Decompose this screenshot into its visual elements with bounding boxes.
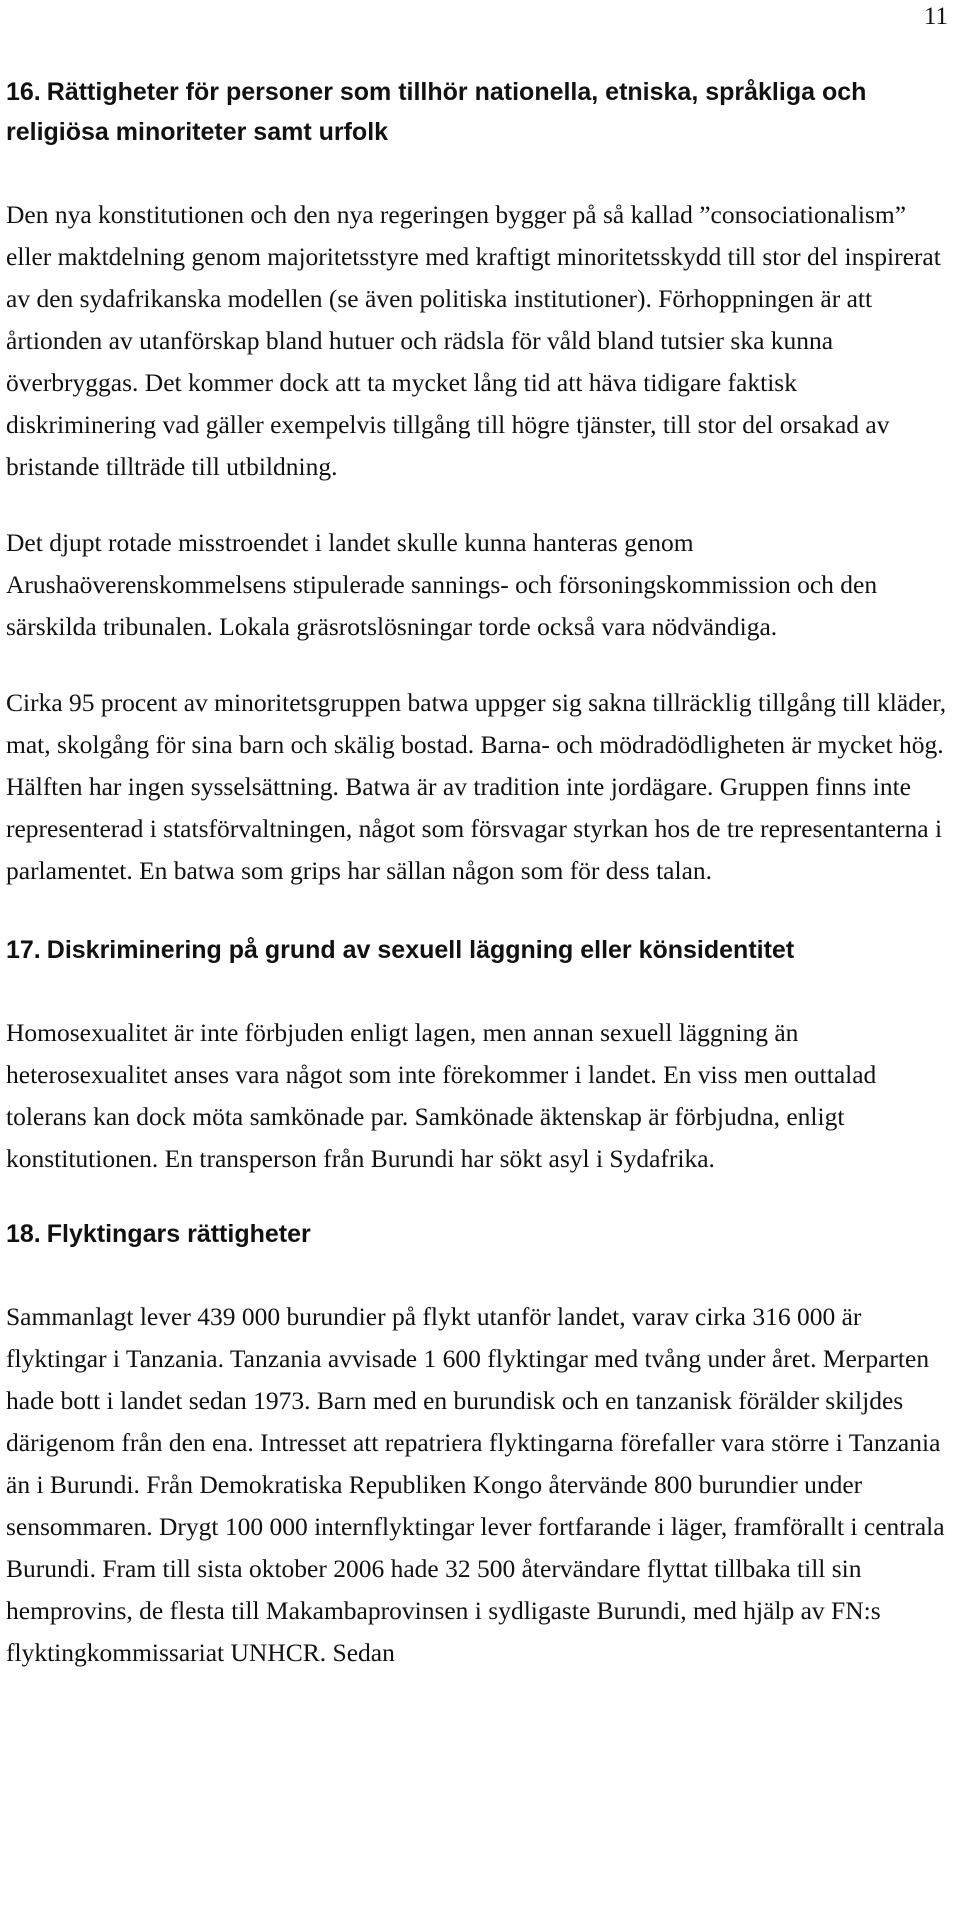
paragraph: Homosexualitet är inte förbjuden enligt lagen, men annan sexuell läggning än heterosexualitet anses vara något som inte förekommer i landet. En viss men outtalad tolerans kan dock möta samkönade par. Samkönade äktenskap är förbjudna, enligt konstitutionen. En transperson från Burundi har sökt asyl i Sydafrika.: [6, 1018, 877, 1173]
section-18: [6, 1214, 951, 1674]
section-title: Flyktingars rättigheter: [46, 1220, 311, 1248]
section-heading: [6, 1214, 951, 1254]
page-number: 11: [923, 3, 948, 30]
paragraph: Cirka 95 procent av minoritetsgruppen batwa uppger sig sakna tillräcklig tillgång till kläder, mat, skolgång för sina barn och skälig bostad. Barna- och mödradödligheten är mycket hög. Hälften har ingen sysselsättning. Batwa är av tradition inte jordägare. Gruppen finns inte representerad i statsförvaltningen, något som försvagar styrkan hos de tre representanterna i parlamentet. En batwa som grips har sällan någon som för dess talan.: [6, 688, 947, 885]
document-body: [6, 72, 951, 1674]
section-17: [6, 930, 951, 1214]
section-title: Diskriminering på grund av sexuell läggning eller könsidentitet: [46, 936, 795, 964]
section-number: 17.: [6, 936, 41, 964]
paragraph: Sammanlagt lever 439 000 burundier på flykt utanför landet, varav cirka 316 000 är flyktingar i Tanzania. Tanzania avvisade 1 600 flyktingar med tvång under året. Merparten hade bott i landet sedan 1973. Barn med en burundisk och en tanzanisk förälder skiljdes därigenom från den ena. Intresset att repatriera flyktingarna förefaller vara större i Tanzania än i Burundi. Från Demokratiska Republiken Kongo återvände 800 burundier under sensommaren. Drygt 100 000 internflyktingar lever fortfarande i läger, framförallt i centrala Burundi. Fram till sista oktober 2006 hade 32 500 återvändare flyttat tillbaka till sin hemprovins, de flesta till Makambaprovinsen i sydligaste Burundi, med hjälp av FN:s flyktingkommissariat UNHCR. Sedan: [6, 1302, 945, 1667]
section-heading: [6, 930, 951, 970]
section-16: [6, 72, 951, 926]
section-title: Rättigheter för personer som tillhör nationella, etniska, språkliga och religiösa minoriteter samt urfolk: [6, 78, 867, 146]
section-number: 16.: [6, 78, 41, 106]
section-number: 18.: [6, 1220, 41, 1248]
paragraph: Den nya konstitutionen och den nya regeringen bygger på så kallad ”consociationalism” eller maktdelning genom majoritetsstyre med kraftigt minoritetsskydd till stor del inspirerat av den sydafrikanska modellen (se även politiska institutioner). Förhoppningen är att årtionden av utanförskap bland hutuer och rädsla för våld bland tutsier ska kunna överbryggas. Det kommer dock att ta mycket lång tid att häva tidigare faktisk diskriminering vad gäller exempelvis tillgång till högre tjänster, till stor del orsakad av bristande tillträde till utbildning.: [6, 200, 941, 481]
paragraph: Det djupt rotade misstroendet i landet skulle kunna hanteras genom Arushaöverenskommelsens stipulerade sannings- och försoningskommission och den särskilda tribunalen. Lokala gräsrotslösningar torde också vara nödvändiga.: [6, 528, 878, 641]
section-heading: [6, 72, 951, 152]
